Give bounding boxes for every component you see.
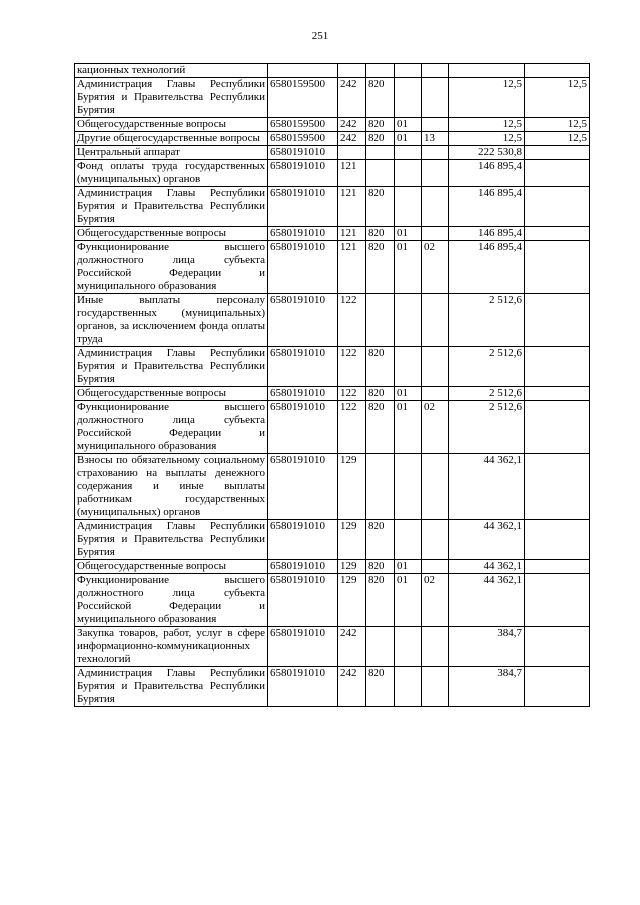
expense-type-code-cell: 121 bbox=[338, 227, 366, 241]
subsection-code-cell bbox=[422, 454, 449, 520]
section-code-cell: 01 bbox=[395, 387, 422, 401]
budget-table-body bbox=[75, 64, 590, 707]
section-code-cell bbox=[395, 294, 422, 347]
administrator-code-cell: 820 bbox=[366, 78, 395, 118]
table-row bbox=[75, 132, 590, 146]
amount-2-cell bbox=[525, 520, 590, 560]
subsection-code-cell: 02 bbox=[422, 574, 449, 627]
target-article-code-cell: 6580191010 bbox=[268, 160, 338, 187]
table-row bbox=[75, 187, 590, 227]
administrator-code-cell bbox=[366, 454, 395, 520]
expense-type-code-cell: 129 bbox=[338, 520, 366, 560]
subsection-code-cell bbox=[422, 187, 449, 227]
administrator-code-cell: 820 bbox=[366, 560, 395, 574]
subsection-code-cell bbox=[422, 64, 449, 78]
row-name-cell: Общегосударственные вопросы bbox=[75, 227, 268, 241]
amount-2-cell: 12,5 bbox=[525, 132, 590, 146]
subsection-code-cell bbox=[422, 387, 449, 401]
amount-2-cell bbox=[525, 454, 590, 520]
administrator-code-cell bbox=[366, 160, 395, 187]
table-row bbox=[75, 347, 590, 387]
amount-2-cell: 12,5 bbox=[525, 78, 590, 118]
subsection-code-cell bbox=[422, 227, 449, 241]
expense-type-code-cell bbox=[338, 146, 366, 160]
page-number: 251 bbox=[311, 30, 329, 42]
row-name-cell: Фонд оплаты труда государственных (муниципальных) органов bbox=[75, 160, 268, 187]
subsection-code-cell bbox=[422, 520, 449, 560]
administrator-code-cell: 820 bbox=[366, 520, 395, 560]
row-name-cell: Администрация Главы Республики Бурятия и Правительства Республики Бурятия bbox=[75, 187, 268, 227]
table-row bbox=[75, 160, 590, 187]
subsection-code-cell bbox=[422, 627, 449, 667]
amount-2-cell bbox=[525, 146, 590, 160]
table-row bbox=[75, 241, 590, 294]
amount-2-cell bbox=[525, 667, 590, 707]
subsection-code-cell bbox=[422, 560, 449, 574]
target-article-code-cell: 6580191010 bbox=[268, 294, 338, 347]
target-article-code-cell: 6580191010 bbox=[268, 574, 338, 627]
amount-cell: 12,5 bbox=[449, 118, 525, 132]
section-code-cell bbox=[395, 627, 422, 667]
expense-type-code-cell: 242 bbox=[338, 667, 366, 707]
amount-2-cell bbox=[525, 387, 590, 401]
section-code-cell bbox=[395, 64, 422, 78]
row-name-cell: Общегосударственные вопросы bbox=[75, 560, 268, 574]
target-article-code-cell: 6580191010 bbox=[268, 387, 338, 401]
row-name-cell: Взносы по обязательному социальному страхованию на выплаты денежного содержания и иные выплаты работникам государственных (муниципальных) органов bbox=[75, 454, 268, 520]
table-row bbox=[75, 520, 590, 560]
expense-type-code-cell: 122 bbox=[338, 401, 366, 454]
table-row bbox=[75, 227, 590, 241]
amount-cell: 146 895,4 bbox=[449, 227, 525, 241]
target-article-code-cell bbox=[268, 64, 338, 78]
amount-cell: 384,7 bbox=[449, 627, 525, 667]
subsection-code-cell bbox=[422, 160, 449, 187]
amount-cell: 146 895,4 bbox=[449, 187, 525, 227]
section-code-cell: 01 bbox=[395, 118, 422, 132]
administrator-code-cell: 820 bbox=[366, 387, 395, 401]
section-code-cell: 01 bbox=[395, 132, 422, 146]
target-article-code-cell: 6580191010 bbox=[268, 667, 338, 707]
amount-2-cell bbox=[525, 401, 590, 454]
row-name-cell: Функционирование высшего должностного лица субъекта Российской Федерации и муниципального образования bbox=[75, 401, 268, 454]
expense-type-code-cell: 121 bbox=[338, 241, 366, 294]
section-code-cell: 01 bbox=[395, 560, 422, 574]
target-article-code-cell: 6580191010 bbox=[268, 146, 338, 160]
row-name-cell: Функционирование высшего должностного лица субъекта Российской Федерации и муниципального образования bbox=[75, 241, 268, 294]
administrator-code-cell: 820 bbox=[366, 401, 395, 454]
section-code-cell bbox=[395, 667, 422, 707]
expense-type-code-cell: 242 bbox=[338, 118, 366, 132]
amount-2-cell bbox=[525, 574, 590, 627]
amount-cell: 146 895,4 bbox=[449, 160, 525, 187]
section-code-cell: 01 bbox=[395, 227, 422, 241]
amount-cell: 2 512,6 bbox=[449, 387, 525, 401]
budget-table bbox=[74, 63, 590, 707]
amount-cell: 44 362,1 bbox=[449, 560, 525, 574]
section-code-cell bbox=[395, 187, 422, 227]
administrator-code-cell bbox=[366, 294, 395, 347]
amount-2-cell bbox=[525, 241, 590, 294]
section-code-cell bbox=[395, 78, 422, 118]
amount-cell: 12,5 bbox=[449, 78, 525, 118]
target-article-code-cell: 6580191010 bbox=[268, 627, 338, 667]
amount-cell: 2 512,6 bbox=[449, 347, 525, 387]
table-row bbox=[75, 560, 590, 574]
section-code-cell: 01 bbox=[395, 574, 422, 627]
expense-type-code-cell bbox=[338, 64, 366, 78]
row-name-cell: Функционирование высшего должностного лица субъекта Российской Федерации и муниципального образования bbox=[75, 574, 268, 627]
expense-type-code-cell: 129 bbox=[338, 574, 366, 627]
amount-2-cell: 12,5 bbox=[525, 118, 590, 132]
row-name-cell: Другие общегосударственные вопросы bbox=[75, 132, 268, 146]
expense-type-code-cell: 242 bbox=[338, 132, 366, 146]
subsection-code-cell bbox=[422, 294, 449, 347]
amount-2-cell bbox=[525, 560, 590, 574]
table-row bbox=[75, 667, 590, 707]
administrator-code-cell: 820 bbox=[366, 574, 395, 627]
amount-cell: 44 362,1 bbox=[449, 454, 525, 520]
amount-2-cell bbox=[525, 227, 590, 241]
amount-2-cell bbox=[525, 294, 590, 347]
table-row bbox=[75, 118, 590, 132]
table-row bbox=[75, 64, 590, 78]
subsection-code-cell bbox=[422, 78, 449, 118]
row-name-cell: Администрация Главы Республики Бурятия и Правительства Республики Бурятия bbox=[75, 667, 268, 707]
expense-type-code-cell: 121 bbox=[338, 160, 366, 187]
section-code-cell: 01 bbox=[395, 241, 422, 294]
amount-cell: 146 895,4 bbox=[449, 241, 525, 294]
amount-cell bbox=[449, 64, 525, 78]
row-name-cell: Администрация Главы Республики Бурятия и Правительства Республики Бурятия bbox=[75, 78, 268, 118]
target-article-code-cell: 6580191010 bbox=[268, 347, 338, 387]
subsection-code-cell: 02 bbox=[422, 401, 449, 454]
administrator-code-cell: 820 bbox=[366, 118, 395, 132]
administrator-code-cell bbox=[366, 64, 395, 78]
target-article-code-cell: 6580191010 bbox=[268, 241, 338, 294]
amount-cell: 2 512,6 bbox=[449, 294, 525, 347]
section-code-cell: 01 bbox=[395, 401, 422, 454]
amount-cell: 384,7 bbox=[449, 667, 525, 707]
amount-2-cell bbox=[525, 187, 590, 227]
amount-cell: 44 362,1 bbox=[449, 574, 525, 627]
expense-type-code-cell: 129 bbox=[338, 454, 366, 520]
amount-cell: 12,5 bbox=[449, 132, 525, 146]
row-name-cell: Общегосударственные вопросы bbox=[75, 118, 268, 132]
administrator-code-cell bbox=[366, 146, 395, 160]
table-row bbox=[75, 627, 590, 667]
amount-cell: 44 362,1 bbox=[449, 520, 525, 560]
table-row bbox=[75, 294, 590, 347]
target-article-code-cell: 6580191010 bbox=[268, 401, 338, 454]
target-article-code-cell: 6580159500 bbox=[268, 78, 338, 118]
subsection-code-cell: 02 bbox=[422, 241, 449, 294]
target-article-code-cell: 6580159500 bbox=[268, 132, 338, 146]
target-article-code-cell: 6580191010 bbox=[268, 227, 338, 241]
section-code-cell bbox=[395, 347, 422, 387]
subsection-code-cell bbox=[422, 146, 449, 160]
target-article-code-cell: 6580159500 bbox=[268, 118, 338, 132]
expense-type-code-cell: 122 bbox=[338, 347, 366, 387]
amount-2-cell bbox=[525, 160, 590, 187]
row-name-cell: Администрация Главы Республики Бурятия и Правительства Республики Бурятия bbox=[75, 520, 268, 560]
row-name-cell: Администрация Главы Республики Бурятия и Правительства Республики Бурятия bbox=[75, 347, 268, 387]
administrator-code-cell: 820 bbox=[366, 667, 395, 707]
administrator-code-cell bbox=[366, 627, 395, 667]
amount-2-cell bbox=[525, 627, 590, 667]
row-name-cell: Иные выплаты персоналу государственных (муниципальных) органов, за исключением фонда оплаты труда bbox=[75, 294, 268, 347]
section-code-cell bbox=[395, 160, 422, 187]
section-code-cell bbox=[395, 146, 422, 160]
subsection-code-cell bbox=[422, 667, 449, 707]
amount-cell: 222 530,8 bbox=[449, 146, 525, 160]
table-row bbox=[75, 574, 590, 627]
expense-type-code-cell: 122 bbox=[338, 387, 366, 401]
administrator-code-cell: 820 bbox=[366, 187, 395, 227]
target-article-code-cell: 6580191010 bbox=[268, 454, 338, 520]
table-row bbox=[75, 454, 590, 520]
subsection-code-cell: 13 bbox=[422, 132, 449, 146]
row-name-cell: Центральный аппарат bbox=[75, 146, 268, 160]
subsection-code-cell bbox=[422, 347, 449, 387]
target-article-code-cell: 6580191010 bbox=[268, 187, 338, 227]
table-row bbox=[75, 401, 590, 454]
administrator-code-cell: 820 bbox=[366, 227, 395, 241]
administrator-code-cell: 820 bbox=[366, 347, 395, 387]
amount-cell: 2 512,6 bbox=[449, 401, 525, 454]
row-name-cell: Общегосударственные вопросы bbox=[75, 387, 268, 401]
section-code-cell bbox=[395, 520, 422, 560]
section-code-cell bbox=[395, 454, 422, 520]
row-name-cell: кационных технологий bbox=[75, 64, 268, 78]
expense-type-code-cell: 122 bbox=[338, 294, 366, 347]
target-article-code-cell: 6580191010 bbox=[268, 560, 338, 574]
expense-type-code-cell: 242 bbox=[338, 78, 366, 118]
amount-2-cell bbox=[525, 347, 590, 387]
expense-type-code-cell: 129 bbox=[338, 560, 366, 574]
amount-2-cell bbox=[525, 64, 590, 78]
subsection-code-cell bbox=[422, 118, 449, 132]
expense-type-code-cell: 121 bbox=[338, 187, 366, 227]
administrator-code-cell: 820 bbox=[366, 241, 395, 294]
target-article-code-cell: 6580191010 bbox=[268, 520, 338, 560]
table-row bbox=[75, 387, 590, 401]
table-row bbox=[75, 78, 590, 118]
expense-type-code-cell: 242 bbox=[338, 627, 366, 667]
row-name-cell: Закупка товаров, работ, услуг в сфере информационно-коммуникационных технологий bbox=[75, 627, 268, 667]
table-row bbox=[75, 146, 590, 160]
administrator-code-cell: 820 bbox=[366, 132, 395, 146]
